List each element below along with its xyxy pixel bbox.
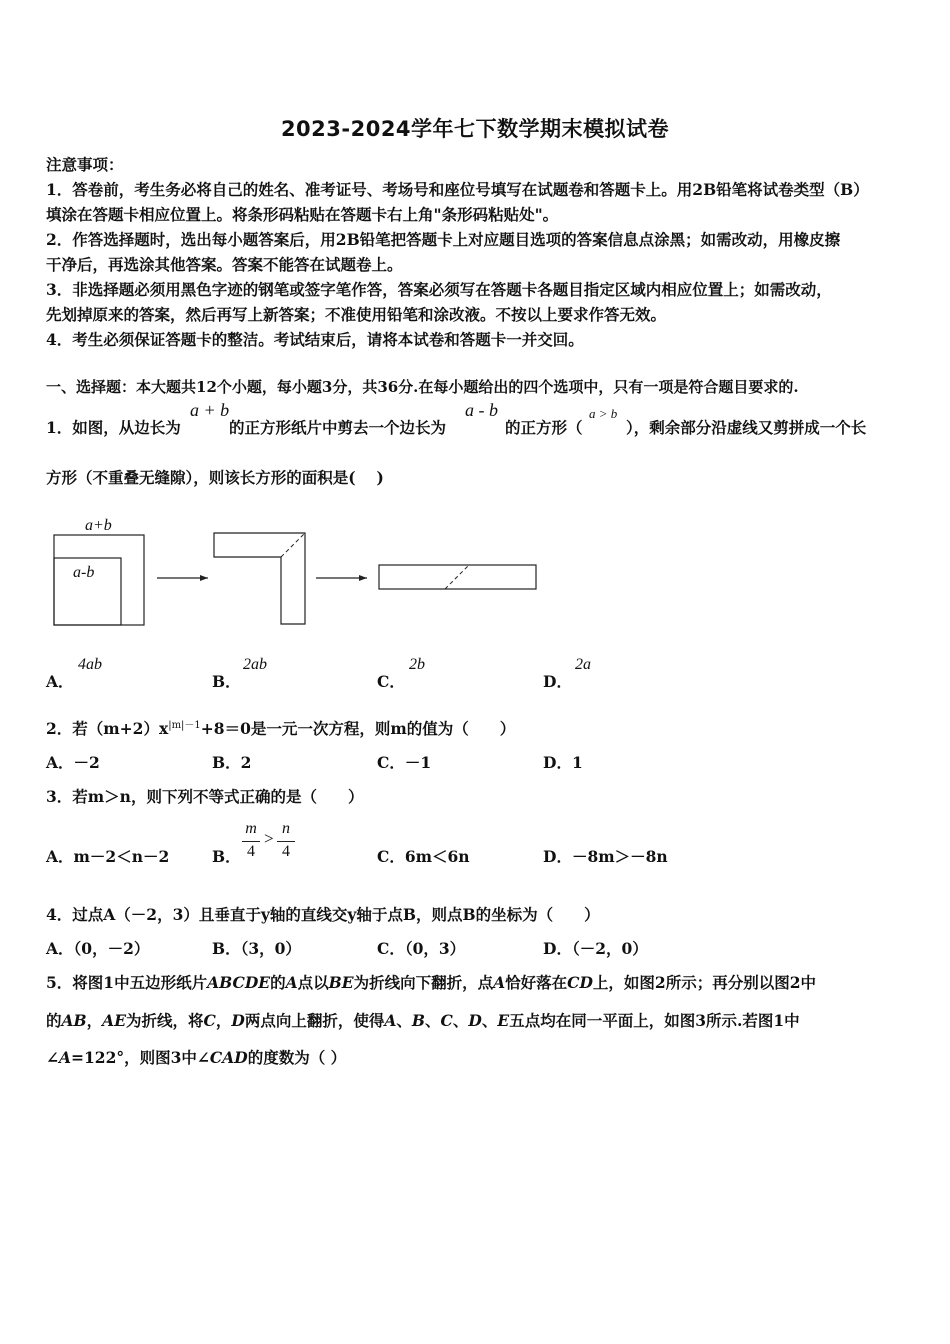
notice-line: 4．考生必须保证答题卡的整洁。考试结束后，请将本试卷和答题卡一并交回。 xyxy=(46,330,584,349)
q1-figure xyxy=(40,510,560,635)
q2-exponent: |m|－1 xyxy=(168,720,201,731)
q3-b-numerator-1: m xyxy=(245,820,257,837)
q2-text-a: 2．若（m+2）x xyxy=(46,719,169,739)
q1-option-b-value[interactable]: 2ab xyxy=(243,656,267,673)
q1-option-b-letter[interactable]: B． xyxy=(212,672,241,691)
q1-option-a-letter[interactable]: A． xyxy=(46,672,74,691)
notice-line: 干净后，再选涂其他答案。答案不能答在试题卷上。 xyxy=(46,255,403,274)
notice-line: 3．非选择题必须用黑色字迹的钢笔或签字笔作答，答案必须写在答题卡各题目指定区域内相应位置上；如需改动， xyxy=(46,280,832,299)
q1-option-a-value[interactable]: 4ab xyxy=(78,656,102,673)
notice-line: 先划掉原来的答案，然后再写上新答案；不准使用铅笔和涂改液。不按以上要求作答无效。 xyxy=(46,305,667,324)
question-2-text xyxy=(46,716,515,739)
q4-option-c[interactable]: C．（0，3） xyxy=(377,939,466,958)
q4-option-a[interactable]: A．（0，－2） xyxy=(46,939,150,958)
q1-condition: a > b xyxy=(589,406,618,421)
q1-text-line2: 方形（不重叠无缝隙），则该长方形的面积是( ) xyxy=(46,468,384,487)
q4-option-b[interactable]: B．（3，0） xyxy=(212,939,301,958)
q3-option-a[interactable]: A．m－2＜n－2 xyxy=(46,847,170,866)
question-4-text: 4．过点A（－2，3）且垂直于y轴的直线交y轴于点B，则点B的坐标为（ ） xyxy=(46,905,600,924)
question-5-line-2: 的AB，AE为折线，将C，D两点向上翻折，使得A、B、C、D、E五点均在同一平面上，如图3所示.若图1中 xyxy=(46,1011,800,1030)
arrow-2-head xyxy=(359,575,367,581)
q3-option-b-letter[interactable]: B． xyxy=(212,847,241,866)
question-5-line-3: ∠A=122°，则图3中∠CAD的度数为（ ） xyxy=(46,1048,347,1067)
page-title: 2023-2024学年七下数学期末模拟试卷 xyxy=(280,117,670,141)
q1-option-c-letter[interactable]: C． xyxy=(377,672,405,691)
q3-b-relation: > xyxy=(264,829,274,848)
q1-option-c-value[interactable]: 2b xyxy=(409,656,425,673)
q4-option-d[interactable]: D．（－2，0） xyxy=(543,939,648,958)
question-3-text: 3．若m＞n，则下列不等式正确的是（ ） xyxy=(46,787,364,806)
q3-b-denominator-2: 4 xyxy=(282,843,290,860)
notice-line: 填涂在答题卡相应位置上。将条形码粘贴在答题卡右上角"条形码粘贴处"。 xyxy=(46,205,559,224)
q1-option-d-letter[interactable]: D． xyxy=(543,672,572,691)
l-shape-cut-line xyxy=(281,533,305,557)
q1-option-d-value[interactable]: 2a xyxy=(575,656,591,673)
q1-text-part3: 的正方形（ xyxy=(505,418,583,437)
q3-b-fraction-bar-2 xyxy=(277,841,295,842)
q2-text-b: +8＝0是一元一次方程，则m的值为（ ） xyxy=(200,719,516,739)
q1-text-part1: 1．如图，从边长为 xyxy=(46,418,181,437)
q2-option-c[interactable]: C．－1 xyxy=(377,753,432,772)
arrow-1-head xyxy=(200,575,208,581)
q2-option-d[interactable]: D．1 xyxy=(543,753,583,772)
q1-text-part4: ），剩余部分沿虚线又剪拼成一个长 xyxy=(626,418,867,437)
q1-expr1: a + b xyxy=(190,400,230,420)
notice-line: 1．答卷前，考生务必将自己的姓名、准考证号、考场号和座位号填写在试题卷和答题卡上。用2B铅笔将试卷类型（B） xyxy=(46,180,869,199)
notice-line: 2．作答选择题时，选出每小题答案后，用2B铅笔把答题卡上对应题目选项的答案信息点涂黑；如需改动，用橡皮擦 xyxy=(46,230,841,249)
q3-b-fraction-bar-1 xyxy=(242,841,260,842)
q1-expr2: a - b xyxy=(465,400,498,420)
q3-option-c[interactable]: C．6m＜6n xyxy=(377,847,470,866)
q1-text-part2: 的正方形纸片中剪去一个边长为 xyxy=(229,418,447,437)
notice-heading: 注意事项： xyxy=(46,155,124,174)
q3-option-d[interactable]: D．－8m＞－8n xyxy=(543,847,668,866)
rectangle-cut-line xyxy=(445,565,469,589)
outer-square xyxy=(54,535,144,625)
q2-option-b[interactable]: B．2 xyxy=(212,753,252,772)
q2-option-a[interactable]: A．－2 xyxy=(46,753,100,772)
figure-label-outer: a+b xyxy=(85,517,112,534)
q3-b-numerator-2: n xyxy=(282,820,290,837)
question-5-line-1: 5．将图1中五边形纸片ABCDE的A点以BE为折线向下翻折，点A恰好落在CD上，如图2所示；再分别以图2中 xyxy=(46,973,816,992)
section-heading: 一、选择题：本大题共12个小题，每小题3分，共36分.在每小题给出的四个选项中，只有一项是符合题目要求的. xyxy=(46,378,799,396)
figure-label-inner: a-b xyxy=(73,564,95,581)
q3-b-denominator-1: 4 xyxy=(247,843,255,860)
